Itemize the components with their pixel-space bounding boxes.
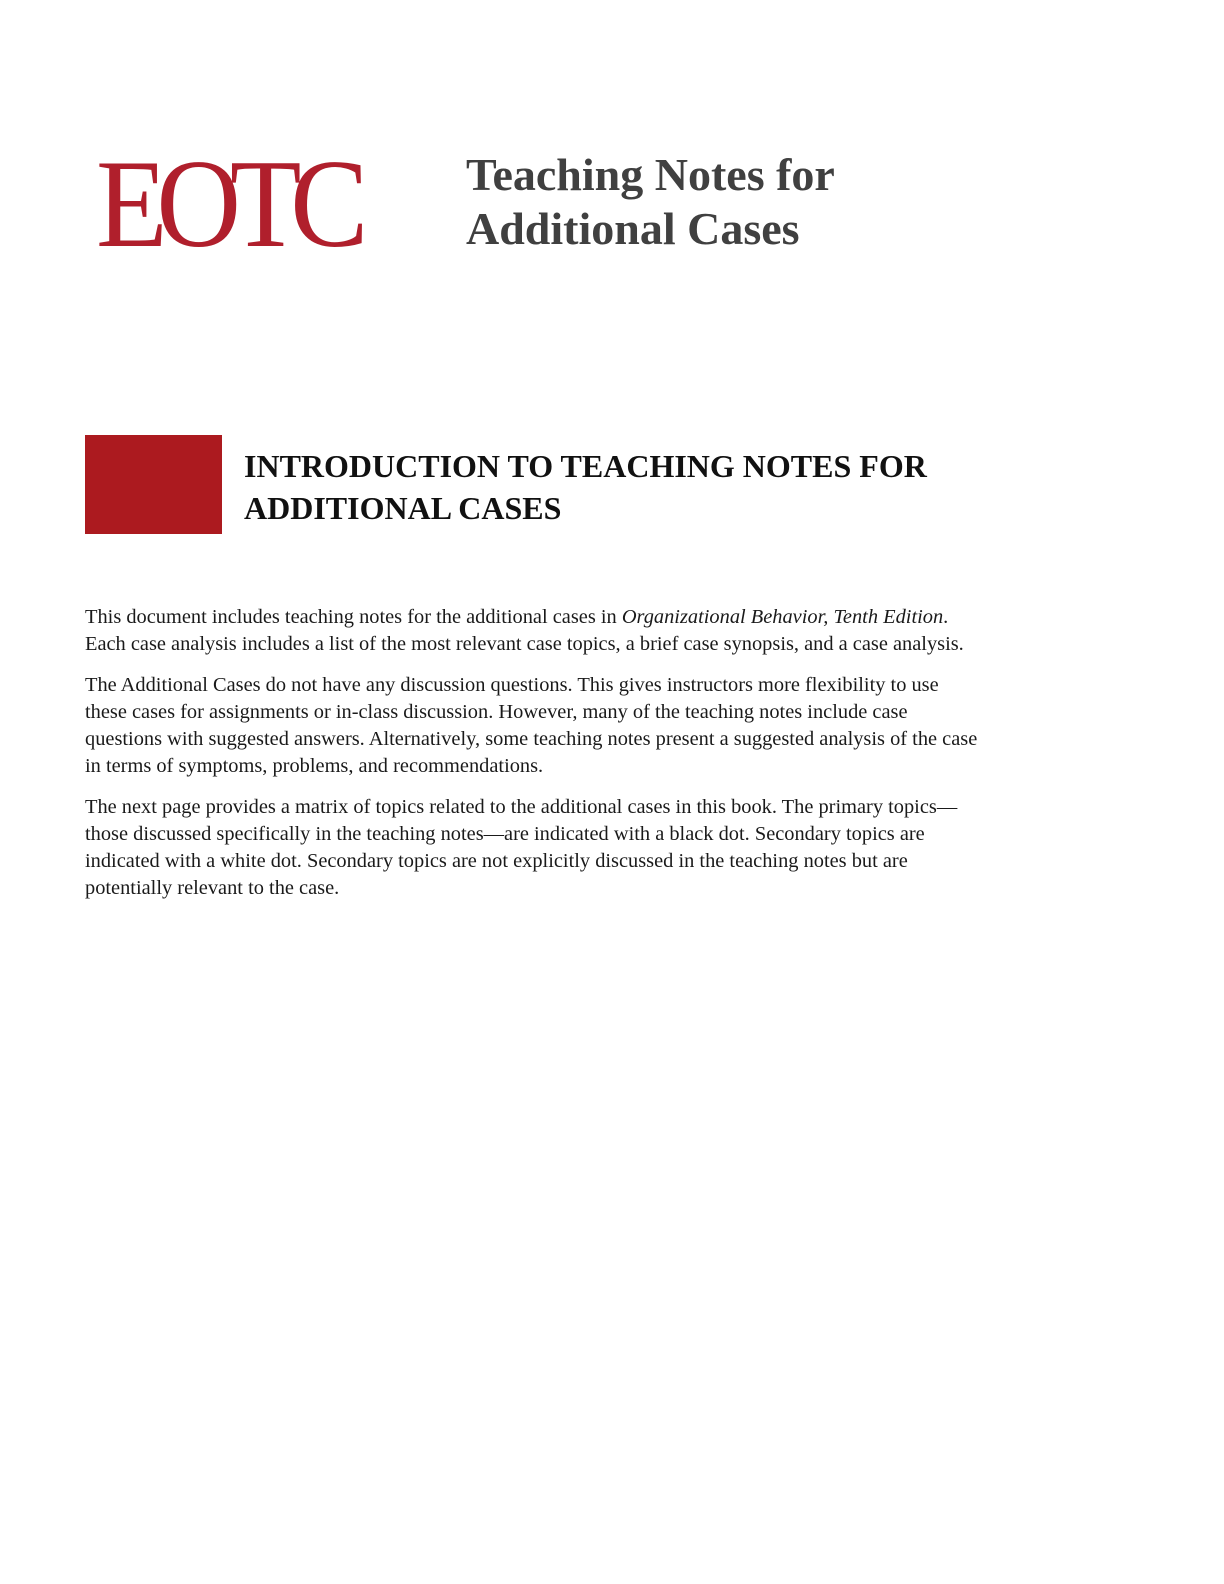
- paragraph-1-line-1: [85, 604, 1145, 631]
- document-title-line-1: Teaching Notes for: [466, 149, 835, 200]
- section-heading-line-2: ADDITIONAL CASES: [244, 490, 562, 526]
- paragraph-3-line-1: The next page provides a matrix of topics related to the additional cases in this book. The primary topics—: [85, 796, 958, 818]
- paragraph-1-line-1-text: This document includes teaching notes for the additional cases in: [85, 606, 622, 628]
- paragraph-2-line-2: these cases for assignments or in-class discussion. However, many of the teaching notes include case: [85, 701, 908, 723]
- paragraph-2-line-4: in terms of symptoms, problems, and recommendations.: [85, 755, 544, 777]
- paragraph-2: [85, 672, 1145, 780]
- section-heading-line-1: INTRODUCTION TO TEACHING NOTES FOR: [244, 448, 927, 484]
- section-heading: [244, 445, 927, 529]
- paragraph-1: [85, 604, 1145, 658]
- paragraph-2-line-1: The Additional Cases do not have any discussion questions. This gives instructors more flexibility to use: [85, 674, 939, 696]
- body-text: [85, 604, 1145, 916]
- paragraph-1-line-2: Each case analysis includes a list of the most relevant case topics, a brief case synopsis, and a case analysis.: [85, 633, 964, 655]
- document-title-line-2: Additional Cases: [466, 203, 800, 254]
- paragraph-3-line-4: potentially relevant to the case.: [85, 877, 340, 899]
- paragraph-3: [85, 794, 1145, 902]
- section-accent-block: [85, 435, 222, 534]
- paragraph-1-line-1-end: .: [943, 606, 949, 628]
- paragraph-3-line-3: indicated with a white dot. Secondary topics are not explicitly discussed in the teaching notes but are: [85, 850, 908, 872]
- document-title: [466, 148, 835, 256]
- eotc-logo: EOTC: [96, 135, 358, 274]
- paragraph-3-line-2: those discussed specifically in the teaching notes—are indicated with a black dot. Secondary topics are: [85, 823, 925, 845]
- book-title-italic: Organizational Behavior, Tenth Edition: [621, 606, 944, 628]
- paragraph-2-line-3: questions with suggested answers. Alternatively, some teaching notes present a suggested analysis of the case: [85, 728, 978, 750]
